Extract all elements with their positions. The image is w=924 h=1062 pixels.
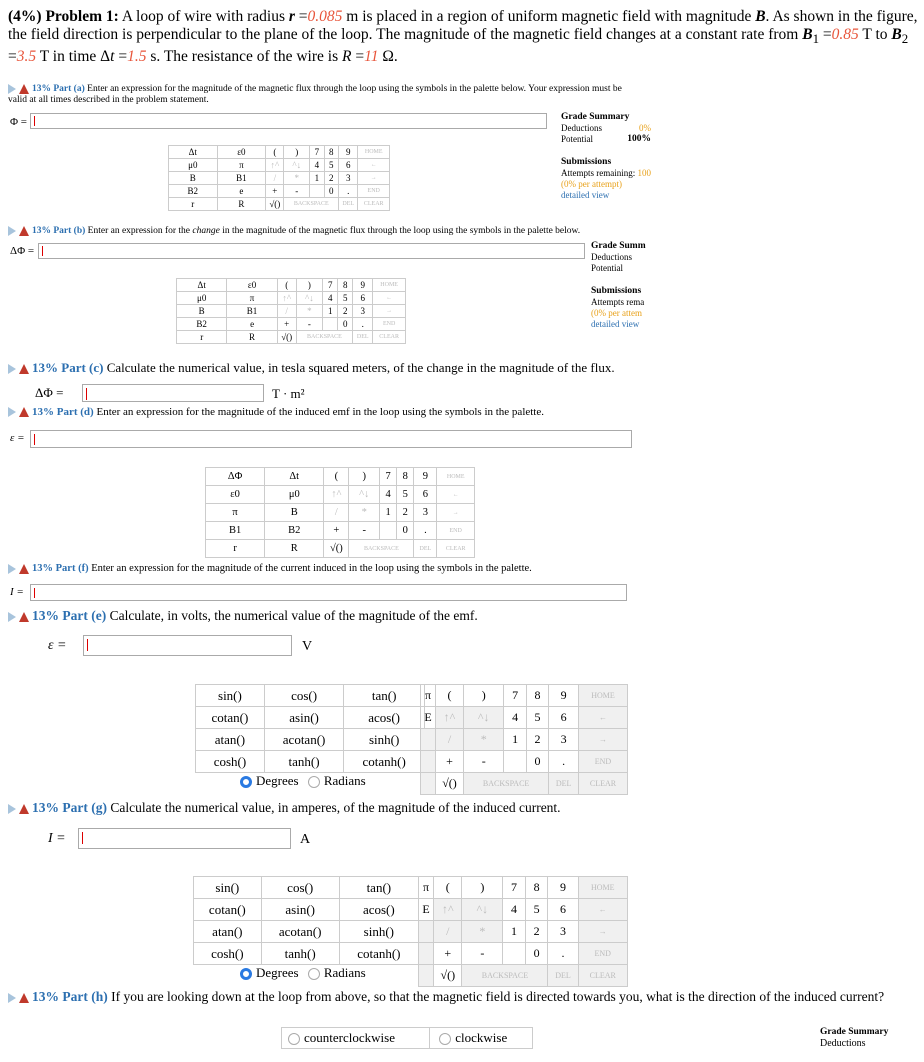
- keypad-key[interactable]: 1: [323, 305, 338, 318]
- keypad-key[interactable]: π: [421, 685, 436, 707]
- keypad-key[interactable]: END: [578, 751, 627, 773]
- keypad-key[interactable]: ←: [578, 707, 627, 729]
- keypad-key[interactable]: -: [284, 185, 310, 198]
- keypad-key[interactable]: 3: [339, 172, 358, 185]
- keypad-key[interactable]: CLEAR: [437, 540, 475, 558]
- problem-weight: (4%): [8, 8, 42, 25]
- keypad-key[interactable]: 2: [397, 504, 414, 522]
- keypad-key[interactable]: [503, 943, 526, 965]
- keypad-key[interactable]: [323, 318, 338, 331]
- keypad-key[interactable]: [421, 773, 436, 795]
- keypad-key[interactable]: +: [434, 943, 462, 965]
- keypad-key[interactable]: .: [549, 751, 579, 773]
- symbol-key[interactable]: B1: [206, 522, 265, 540]
- detailed-view-link[interactable]: detailed view: [591, 319, 640, 329]
- keypad-key[interactable]: ): [296, 279, 323, 292]
- keypad-key[interactable]: CLEAR: [578, 773, 627, 795]
- part-g-input[interactable]: [78, 828, 291, 849]
- keypad-key[interactable]: 0: [338, 318, 353, 331]
- part-g-prompt: 13% Part (g) Calculate the numerical value, in amperes, of the magnitude of the induced current.: [8, 800, 561, 816]
- acotan-key[interactable]: acotan(): [264, 729, 343, 751]
- part-g-label: I =: [48, 831, 66, 846]
- symbol-key[interactable]: ΔΦ: [206, 468, 265, 486]
- keypad-key[interactable]: 5: [397, 486, 414, 504]
- keypad-key[interactable]: CLEAR: [358, 198, 390, 211]
- keypad-key[interactable]: 8: [526, 685, 548, 707]
- keypad-key[interactable]: DEL: [548, 965, 578, 987]
- symbol-key[interactable]: R: [227, 331, 277, 344]
- keypad-key[interactable]: ↑^: [434, 899, 462, 921]
- cos-key[interactable]: cos(): [261, 877, 339, 899]
- keypad-key[interactable]: ^↓: [464, 707, 504, 729]
- symbol-key[interactable]: B2: [169, 185, 218, 198]
- keypad-key[interactable]: (: [434, 877, 462, 899]
- keypad-key[interactable]: ^↓: [296, 292, 323, 305]
- keypad-key[interactable]: ↑^: [436, 707, 464, 729]
- symbol-key[interactable]: B2: [177, 318, 227, 331]
- angle-mode-e: Degrees Radians: [240, 773, 366, 789]
- expand-icon[interactable]: [8, 226, 16, 236]
- keypad-key[interactable]: ↑^: [324, 486, 349, 504]
- keypad-key[interactable]: -: [296, 318, 323, 331]
- cotanh-key[interactable]: cotanh(): [344, 751, 425, 773]
- keypad-key[interactable]: 7: [503, 877, 526, 899]
- part-e-prompt: 13% Part (e) Calculate, in volts, the numerical value of the magnitude of the emf.: [8, 608, 478, 624]
- symbol-key[interactable]: π: [217, 159, 266, 172]
- angle-mode-g: Degrees Radians: [240, 965, 366, 981]
- sinh-key[interactable]: sinh(): [344, 729, 425, 751]
- keypad-key[interactable]: 8: [397, 468, 414, 486]
- part-a-input[interactable]: [30, 113, 547, 129]
- keypad-key[interactable]: →: [578, 729, 627, 751]
- keypad-key[interactable]: 7: [504, 685, 526, 707]
- keypad-key[interactable]: END: [358, 185, 390, 198]
- symbol-key[interactable]: R: [217, 198, 266, 211]
- keypad-key[interactable]: /: [266, 172, 284, 185]
- keypad-key[interactable]: /: [434, 921, 462, 943]
- keypad-key[interactable]: 2: [324, 172, 339, 185]
- keypad-key[interactable]: (: [266, 146, 284, 159]
- keypad-key[interactable]: →: [437, 504, 475, 522]
- atan-key[interactable]: atan(): [196, 729, 265, 751]
- keypad-key[interactable]: →: [373, 305, 406, 318]
- keypad-key[interactable]: 5: [526, 707, 548, 729]
- symbol-key[interactable]: B2: [265, 522, 324, 540]
- expand-icon[interactable]: [8, 993, 16, 1003]
- keypad-key[interactable]: /: [436, 729, 464, 751]
- radius-value: 0.085: [307, 8, 343, 25]
- keypad-key[interactable]: (: [324, 468, 349, 486]
- problem-statement: (4%) Problem 1: A loop of wire with radius r =0.085 m is placed in a region of uniform magnetic field with magnitude B. As shown in the figure, the field direction is perpendicular to the plane of the loop. The magnitude of the magnetic field changes at a constant rate from $B_1 =0.85$ T to $B_2 =3.5$ T in time Δt =1.5 s. The resistance of the wire is R =11 Ω.: [8, 8, 918, 66]
- keypad-key[interactable]: 1: [503, 921, 526, 943]
- symbol-key[interactable]: Δt: [265, 468, 324, 486]
- keypad-key[interactable]: CLEAR: [578, 965, 628, 987]
- keypad-key[interactable]: 9: [549, 685, 579, 707]
- part-g-unit: A: [300, 832, 311, 847]
- symbol-key[interactable]: π: [206, 504, 265, 522]
- keypad-key[interactable]: DEL: [414, 540, 437, 558]
- atan-key[interactable]: atan(): [194, 921, 262, 943]
- keypad-key[interactable]: *: [462, 921, 503, 943]
- symbol-palette-a: [168, 145, 390, 211]
- problem-title: Problem 1:: [45, 8, 119, 25]
- radians-radio[interactable]: [308, 776, 320, 788]
- keypad-key[interactable]: 5: [525, 899, 548, 921]
- acotan-key[interactable]: acotan(): [261, 921, 339, 943]
- keypad-g: [418, 876, 628, 987]
- keypad-key[interactable]: 3: [414, 504, 437, 522]
- part-c-input[interactable]: [82, 384, 264, 402]
- keypad-key[interactable]: 2: [526, 729, 548, 751]
- keypad-key[interactable]: .: [353, 318, 373, 331]
- keypad-key[interactable]: ↑^: [266, 159, 284, 172]
- keypad-key[interactable]: 6: [353, 292, 373, 305]
- keypad-key[interactable]: [421, 751, 436, 773]
- function-palette-e: [195, 684, 425, 773]
- grade-summary-h: Grade Summary Deductions: [820, 1027, 889, 1049]
- keypad-key[interactable]: π: [419, 877, 434, 899]
- keypad-key[interactable]: BACKSPACE: [462, 965, 548, 987]
- keypad-key[interactable]: 6: [548, 899, 578, 921]
- clockwise-option[interactable]: clockwise: [433, 1028, 507, 1048]
- expand-icon[interactable]: [8, 407, 16, 417]
- keypad-key[interactable]: →: [358, 172, 390, 185]
- keypad-key[interactable]: √(): [266, 198, 284, 211]
- keypad-key[interactable]: (: [436, 685, 464, 707]
- tanh-key[interactable]: tanh(): [261, 943, 339, 965]
- symbol-key[interactable]: Δt: [169, 146, 218, 159]
- keypad-key[interactable]: BACKSPACE: [464, 773, 549, 795]
- expand-icon[interactable]: [8, 84, 16, 94]
- keypad-key[interactable]: HOME: [578, 685, 627, 707]
- keypad-key[interactable]: BACKSPACE: [349, 540, 414, 558]
- expand-icon[interactable]: [8, 612, 16, 622]
- tan-key[interactable]: tan(): [344, 685, 425, 707]
- keypad-key[interactable]: 5: [338, 292, 353, 305]
- keypad-key[interactable]: [504, 751, 526, 773]
- grade-summary-a: Grade Summary Deductions 0% Potential 100% Submissions Attempts remaining: 100 (0% per attempt) detailed view: [561, 112, 651, 200]
- keypad-key[interactable]: +: [324, 522, 349, 540]
- acos-key[interactable]: acos(): [344, 707, 425, 729]
- keypad-key[interactable]: 4: [380, 486, 397, 504]
- part-d-input[interactable]: [30, 430, 632, 448]
- keypad-key[interactable]: HOME: [437, 468, 475, 486]
- b1-value: 0.85: [831, 26, 859, 43]
- keypad-key[interactable]: →: [578, 921, 628, 943]
- symbol-key[interactable]: B1: [217, 172, 266, 185]
- keypad-key[interactable]: 7: [323, 279, 338, 292]
- symbol-key[interactable]: π: [227, 292, 277, 305]
- keypad-key[interactable]: /: [324, 504, 349, 522]
- keypad-key[interactable]: 4: [310, 159, 324, 172]
- part-d-label: ε =: [10, 432, 25, 444]
- keypad-key[interactable]: 1: [380, 504, 397, 522]
- symbol-key[interactable]: R: [265, 540, 324, 558]
- keypad-key[interactable]: -: [349, 522, 380, 540]
- part-b-prompt: 13% Part (b) Enter an expression for the change in the magnitude of the magnetic flux through the loop using the symbols in the palette below.: [8, 226, 648, 236]
- part-e-unit: V: [302, 639, 313, 654]
- keypad-key[interactable]: [380, 522, 397, 540]
- asin-key[interactable]: asin(): [264, 707, 343, 729]
- keypad-key[interactable]: END: [578, 943, 628, 965]
- keypad-key[interactable]: 7: [380, 468, 397, 486]
- keypad-key[interactable]: [310, 185, 324, 198]
- keypad-key[interactable]: E: [419, 899, 434, 921]
- keypad-key[interactable]: 8: [338, 279, 353, 292]
- keypad-key[interactable]: .: [548, 943, 578, 965]
- sin-key[interactable]: sin(): [196, 685, 265, 707]
- keypad-key[interactable]: [421, 729, 436, 751]
- keypad-key[interactable]: ←: [578, 899, 628, 921]
- keypad-key[interactable]: √(): [324, 540, 349, 558]
- cotan-key[interactable]: cotan(): [196, 707, 265, 729]
- grade-summary-b: Grade Summ Deductions Potential Submissions Attempts rema (0% per attem detailed view: [591, 241, 646, 329]
- part-d-prompt: 13% Part (d) Enter an expression for the magnitude of the induced emf in the loop using the symbols in the palette.: [8, 406, 544, 418]
- keypad-key[interactable]: √(): [436, 773, 464, 795]
- keypad-key[interactable]: 3: [549, 729, 579, 751]
- keypad-key[interactable]: [419, 921, 434, 943]
- keypad-key[interactable]: DEL: [549, 773, 579, 795]
- cosh-key[interactable]: cosh(): [196, 751, 265, 773]
- part-c-prompt: 13% Part (c) Calculate the numerical value, in tesla squared meters, of the change in the magnitude of the flux.: [8, 360, 615, 376]
- keypad-key[interactable]: HOME: [578, 877, 628, 899]
- keypad-key[interactable]: [419, 965, 434, 987]
- symbol-key[interactable]: B: [265, 504, 324, 522]
- keypad-key[interactable]: -: [462, 943, 503, 965]
- keypad-key[interactable]: /: [277, 305, 296, 318]
- keypad-key[interactable]: +: [436, 751, 464, 773]
- symbol-key[interactable]: μ0: [265, 486, 324, 504]
- keypad-key[interactable]: BACKSPACE: [296, 331, 353, 344]
- symbol-key[interactable]: ε0: [217, 146, 266, 159]
- part-f-input[interactable]: [30, 584, 627, 601]
- part-e-label: ε =: [48, 638, 67, 653]
- keypad-key[interactable]: 9: [548, 877, 578, 899]
- part-c-label: ΔΦ =: [35, 385, 64, 400]
- symbol-key[interactable]: r: [206, 540, 265, 558]
- symbol-key[interactable]: r: [177, 331, 227, 344]
- symbol-key[interactable]: e: [217, 185, 266, 198]
- symbol-key[interactable]: ε0: [227, 279, 277, 292]
- keypad-key[interactable]: 8: [324, 146, 339, 159]
- keypad-key[interactable]: 7: [310, 146, 324, 159]
- keypad-key[interactable]: ): [284, 146, 310, 159]
- cotanh-key[interactable]: cotanh(): [339, 943, 418, 965]
- part-b-input[interactable]: [38, 243, 585, 259]
- keypad-key[interactable]: *: [284, 172, 310, 185]
- symbol-key[interactable]: μ0: [177, 292, 227, 305]
- keypad-key[interactable]: 1: [310, 172, 324, 185]
- keypad-key[interactable]: BACKSPACE: [284, 198, 339, 211]
- keypad-key[interactable]: 2: [338, 305, 353, 318]
- degrees-radio[interactable]: [240, 776, 252, 788]
- keypad-key[interactable]: ←: [358, 159, 390, 172]
- keypad-key[interactable]: ←: [373, 292, 406, 305]
- warning-icon: [19, 612, 29, 622]
- warning-icon: [19, 364, 29, 374]
- keypad-key[interactable]: HOME: [358, 146, 390, 159]
- acos-key[interactable]: acos(): [339, 899, 418, 921]
- warning-icon: [19, 84, 29, 94]
- keypad-key[interactable]: ^↓: [462, 899, 503, 921]
- keypad-key[interactable]: √(): [277, 331, 296, 344]
- degrees-radio[interactable]: [240, 968, 252, 980]
- function-palette-g: [193, 876, 419, 965]
- b2-value: 3.5: [16, 48, 37, 66]
- keypad-key[interactable]: √(): [434, 965, 462, 987]
- keypad-key[interactable]: 4: [323, 292, 338, 305]
- part-h-prompt: 13% Part (h) If you are looking down at the loop from above, so that the magnetic field is directed towards you, what is the direction of the induced current?: [8, 988, 920, 1006]
- keypad-key[interactable]: ): [464, 685, 504, 707]
- keypad-key[interactable]: 2: [525, 921, 548, 943]
- warning-icon: [19, 993, 29, 1003]
- keypad-key[interactable]: ^↓: [349, 486, 380, 504]
- keypad-key[interactable]: ^↓: [284, 159, 310, 172]
- keypad-key[interactable]: CLEAR: [373, 331, 406, 344]
- warning-icon: [19, 407, 29, 417]
- symbol-key[interactable]: B1: [227, 305, 277, 318]
- keypad-key[interactable]: ←: [437, 486, 475, 504]
- part-b-label: ΔΦ =: [10, 245, 35, 257]
- warning-icon: [19, 564, 29, 574]
- keypad-key[interactable]: DEL: [339, 198, 358, 211]
- keypad-key[interactable]: 9: [414, 468, 437, 486]
- part-f-prompt: 13% Part (f) Enter an expression for the magnitude of the current induced in the loop using the symbols in the palette.: [8, 563, 532, 574]
- keypad-key[interactable]: .: [414, 522, 437, 540]
- keypad-key[interactable]: E: [421, 707, 436, 729]
- keypad-key[interactable]: 6: [414, 486, 437, 504]
- counterclockwise-option[interactable]: counterclockwise: [282, 1028, 430, 1048]
- keypad-key[interactable]: 1: [504, 729, 526, 751]
- symbol-palette-d: [205, 467, 475, 558]
- part-a-label: Φ =: [10, 116, 27, 128]
- dt-value: 1.5: [127, 48, 147, 66]
- symbol-palette-b: [176, 278, 406, 344]
- cotan-key[interactable]: cotan(): [194, 899, 262, 921]
- keypad-key[interactable]: *: [349, 504, 380, 522]
- keypad-key[interactable]: 8: [525, 877, 548, 899]
- cos-key[interactable]: cos(): [264, 685, 343, 707]
- keypad-key[interactable]: 0: [397, 522, 414, 540]
- keypad-key[interactable]: END: [437, 522, 475, 540]
- keypad-key[interactable]: +: [277, 318, 296, 331]
- expand-icon[interactable]: [8, 564, 16, 574]
- keypad-key[interactable]: .: [339, 185, 358, 198]
- radians-radio[interactable]: [308, 968, 320, 980]
- symbol-key[interactable]: Δt: [177, 279, 227, 292]
- sinh-key[interactable]: sinh(): [339, 921, 418, 943]
- keypad-key[interactable]: +: [266, 185, 284, 198]
- part-f-label: I =: [10, 586, 24, 598]
- warning-icon: [19, 226, 29, 236]
- keypad-e: [420, 684, 628, 795]
- keypad-key[interactable]: 4: [503, 899, 526, 921]
- keypad-key[interactable]: ): [349, 468, 380, 486]
- part-a-prompt: 13% Part (a) Enter an expression for the magnitude of the magnetic flux through the loop using the symbols in the palette below. Your expression must be valid at all times described in the problem statement.: [8, 84, 622, 106]
- keypad-key[interactable]: DEL: [353, 331, 373, 344]
- expand-icon[interactable]: [8, 364, 16, 374]
- symbol-key[interactable]: μ0: [169, 159, 218, 172]
- keypad-key[interactable]: 5: [324, 159, 339, 172]
- symbol-key[interactable]: B: [177, 305, 227, 318]
- symbol-key[interactable]: e: [227, 318, 277, 331]
- keypad-key[interactable]: 4: [504, 707, 526, 729]
- keypad-key[interactable]: 0: [324, 185, 339, 198]
- warning-icon: [19, 804, 29, 814]
- symbol-key[interactable]: ε0: [206, 486, 265, 504]
- symbol-key[interactable]: r: [169, 198, 218, 211]
- tanh-key[interactable]: tanh(): [264, 751, 343, 773]
- sin-key[interactable]: sin(): [194, 877, 262, 899]
- keypad-key[interactable]: ): [462, 877, 503, 899]
- keypad-key[interactable]: 6: [339, 159, 358, 172]
- cosh-key[interactable]: cosh(): [194, 943, 262, 965]
- keypad-key[interactable]: 9: [353, 279, 373, 292]
- resistance-value: 11: [364, 48, 379, 66]
- keypad-key[interactable]: 0: [525, 943, 548, 965]
- keypad-key[interactable]: 6: [549, 707, 579, 729]
- tan-key[interactable]: tan(): [339, 877, 418, 899]
- keypad-key[interactable]: *: [464, 729, 504, 751]
- keypad-key[interactable]: END: [373, 318, 406, 331]
- keypad-key[interactable]: -: [464, 751, 504, 773]
- detailed-view-link[interactable]: detailed view: [561, 190, 610, 200]
- keypad-key[interactable]: 9: [339, 146, 358, 159]
- keypad-key[interactable]: 3: [548, 921, 578, 943]
- keypad-key[interactable]: ↑^: [277, 292, 296, 305]
- keypad-key[interactable]: 0: [526, 751, 548, 773]
- keypad-key[interactable]: 3: [353, 305, 373, 318]
- part-e-input[interactable]: [83, 635, 292, 656]
- keypad-key[interactable]: *: [296, 305, 323, 318]
- expand-icon[interactable]: [8, 804, 16, 814]
- part-c-unit: T · m²: [272, 386, 305, 401]
- symbol-key[interactable]: B: [169, 172, 218, 185]
- keypad-key[interactable]: (: [277, 279, 296, 292]
- keypad-key[interactable]: HOME: [373, 279, 406, 292]
- asin-key[interactable]: asin(): [261, 899, 339, 921]
- keypad-key[interactable]: [419, 943, 434, 965]
- direction-choices: [281, 1027, 533, 1049]
